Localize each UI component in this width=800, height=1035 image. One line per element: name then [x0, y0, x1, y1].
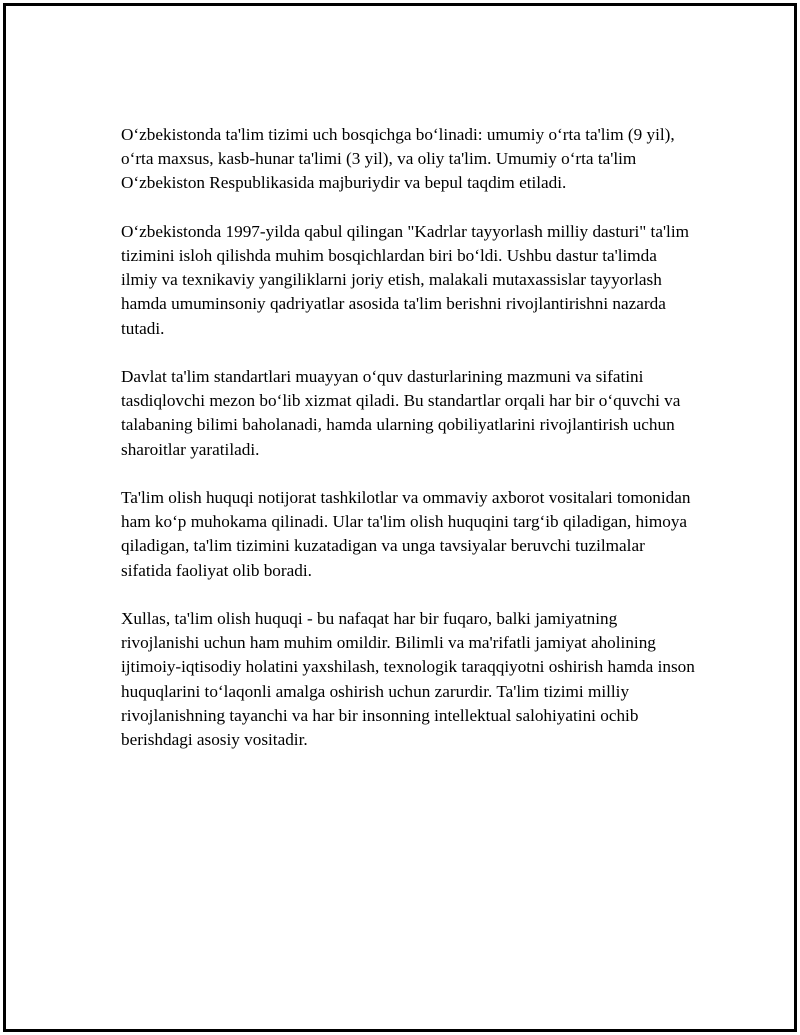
document-body — [121, 123, 696, 776]
paragraph-3: Davlat ta'lim standartlari muayyan o‘quv dasturlarining mazmuni va sifatini tasdiqlovchi mezon bo‘lib xizmat qiladi. Bu standartlar orqali har bir o‘quvchi va talabaning bilimi baholanadi, hamda ularning qobiliyatlarini rivojlantirish uchun sharoitlar yaratiladi. — [121, 367, 681, 459]
paragraph-1: O‘zbekistonda ta'lim tizimi uch bosqichga bo‘linadi: umumiy o‘rta ta'lim (9 yil), o‘rta maxsus, kasb-hunar ta'limi (3 yil), va oliy ta'lim. Umumiy o‘rta ta'lim O‘zbekiston Respublikasida majburiydir va bepul taqdim etiladi. — [121, 125, 675, 193]
page-frame — [3, 3, 797, 1032]
paragraph-2: O‘zbekistonda 1997-yilda qabul qilingan "Kadrlar tayyorlash milliy dasturi" ta'lim tizimini isloh qilishda muhim bosqichlardan biri bo‘ldi. Ushbu dastur ta'limda ilmiy va texnikaviy yangiliklarni joriy etish, malakali mutaxassislar tayyorlash hamda umuminsoniy qadriyatlar asosida ta'lim berishni rivojlantirishni nazarda tutadi. — [121, 221, 689, 338]
paragraph-5: Xullas, ta'lim olish huquqi - bu nafaqat har bir fuqaro, balki jamiyatning rivojlanishi uchun ham muhim omildir. Bilimli va ma'rifatli jamiyat aholining ijtimoiy-iqtisodiy holatini yaxshilash, texnologik taraqqiyotni oshirish hamda inson huquqlarini to‘laqonli amalga oshirish uchun zarurdir. Ta'lim tizimi milliy rivojlanishning tayanchi va har bir insonning intellektual salohiyatini ochib berishdagi asosiy vositadir. — [121, 609, 695, 750]
paragraph-4: Ta'lim olish huquqi notijorat tashkilotlar va ommaviy axborot vositalari tomonidan ham ko‘p muhokama qilinadi. Ular ta'lim olish huquqini targ‘ib qiladigan, himoya qiladigan, ta'lim tizimini kuzatadigan va unga tavsiyalar beruvchi tuzilmalar sifatida faoliyat olib boradi. — [121, 488, 691, 580]
